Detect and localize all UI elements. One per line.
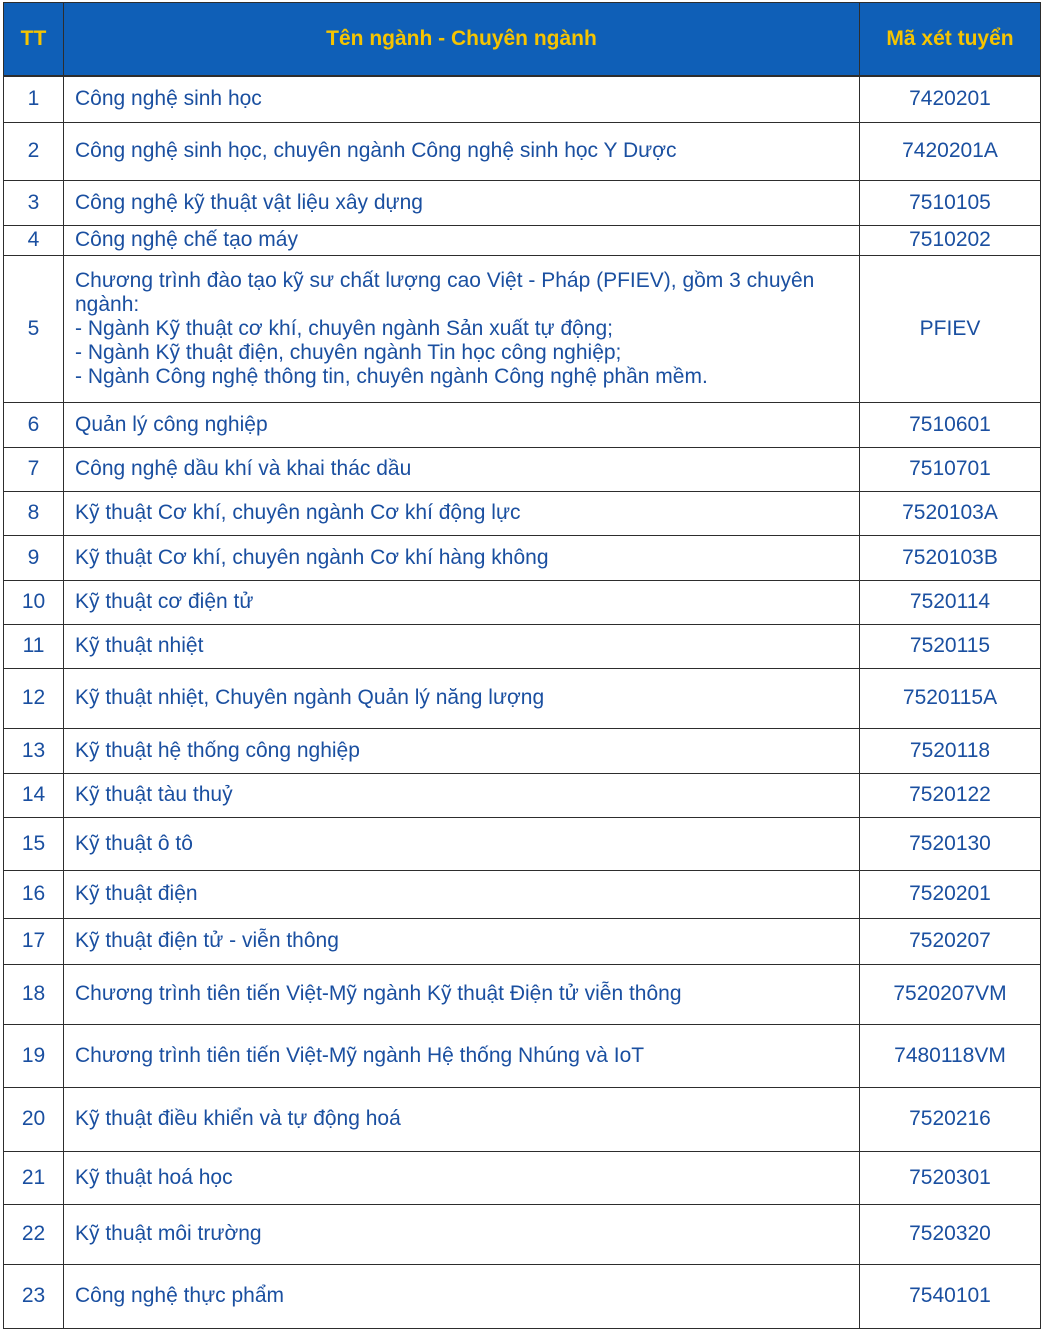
table-row <box>4 1024 1041 1087</box>
table-row <box>4 817 1041 870</box>
row-name: Kỹ thuật điện <box>64 870 860 918</box>
row-code: 7520103B <box>860 535 1041 580</box>
row-code: 7520207VM <box>860 964 1041 1024</box>
row-name: Công nghệ chế tạo máy <box>64 225 860 255</box>
row-name: Công nghệ dầu khí và khai thác dầu <box>64 447 860 491</box>
row-number: 3 <box>4 180 64 225</box>
row-name: Kỹ thuật nhiệt <box>64 624 860 668</box>
row-name: Kỹ thuật hệ thống công nghiệp <box>64 728 860 773</box>
table-header-row <box>4 3 1041 77</box>
row-number: 22 <box>4 1204 64 1264</box>
row-code: 7510105 <box>860 180 1041 225</box>
table-row <box>4 918 1041 964</box>
row-code: PFIEV <box>860 255 1041 402</box>
row-code: 7520103A <box>860 491 1041 535</box>
admission-table <box>3 2 1041 1329</box>
row-number: 13 <box>4 728 64 773</box>
table-row <box>4 1204 1041 1264</box>
row-name: Kỹ thuật nhiệt, Chuyên ngành Quản lý năng lượng <box>64 668 860 728</box>
row-number: 23 <box>4 1264 64 1328</box>
row-name: Kỹ thuật Cơ khí, chuyên ngành Cơ khí động lực <box>64 491 860 535</box>
row-code: 7520115A <box>860 668 1041 728</box>
row-code: 7420201A <box>860 122 1041 180</box>
table-row <box>4 122 1041 180</box>
row-code: 7520122 <box>860 773 1041 817</box>
row-name: Chương trình tiên tiến Việt-Mỹ ngành Hệ thống Nhúng và IoT <box>64 1024 860 1087</box>
row-number: 8 <box>4 491 64 535</box>
row-name-line: - Ngành Kỹ thuật điện, chuyên ngành Tin học công nghiệp; <box>75 340 622 364</box>
table-row <box>4 964 1041 1024</box>
header-code: Mã xét tuyển <box>860 3 1041 77</box>
row-number: 20 <box>4 1087 64 1151</box>
table-row <box>4 1151 1041 1204</box>
table-row <box>4 624 1041 668</box>
row-number: 1 <box>4 76 64 122</box>
row-code: 7520301 <box>860 1151 1041 1204</box>
row-number: 11 <box>4 624 64 668</box>
row-name: Công nghệ kỹ thuật vật liệu xây dựng <box>64 180 860 225</box>
row-name: Kỹ thuật hoá học <box>64 1151 860 1204</box>
row-name-line: - Ngành Kỹ thuật cơ khí, chuyên ngành Sản xuất tự động; <box>75 316 614 340</box>
row-number: 4 <box>4 225 64 255</box>
row-number: 19 <box>4 1024 64 1087</box>
row-name <box>64 255 860 402</box>
row-code: 7510701 <box>860 447 1041 491</box>
row-name-line: - Ngành Công nghệ thông tin, chuyên ngành Công nghệ phần mềm. <box>75 364 708 388</box>
row-name: Kỹ thuật tàu thuỷ <box>64 773 860 817</box>
table-row <box>4 225 1041 255</box>
table-row <box>4 255 1041 402</box>
row-number: 9 <box>4 535 64 580</box>
row-number: 17 <box>4 918 64 964</box>
row-name: Công nghệ sinh học, chuyên ngành Công nghệ sinh học Y Dược <box>64 122 860 180</box>
row-number: 16 <box>4 870 64 918</box>
table-row <box>4 402 1041 447</box>
header-name: Tên ngành - Chuyên ngành <box>64 3 860 77</box>
row-code: 7520320 <box>860 1204 1041 1264</box>
table-row <box>4 447 1041 491</box>
row-number: 14 <box>4 773 64 817</box>
row-code: 7520201 <box>860 870 1041 918</box>
row-name: Chương trình tiên tiến Việt-Mỹ ngành Kỹ thuật Điện tử viễn thông <box>64 964 860 1024</box>
row-code: 7510202 <box>860 225 1041 255</box>
row-code: 7520130 <box>860 817 1041 870</box>
row-name: Kỹ thuật điều khiển và tự động hoá <box>64 1087 860 1151</box>
row-name: Công nghệ sinh học <box>64 76 860 122</box>
row-name-line: ngành: <box>75 292 140 316</box>
row-number: 21 <box>4 1151 64 1204</box>
table-row <box>4 180 1041 225</box>
row-code: 7420201 <box>860 76 1041 122</box>
row-number: 18 <box>4 964 64 1024</box>
table-row <box>4 580 1041 624</box>
row-number: 12 <box>4 668 64 728</box>
table-row <box>4 773 1041 817</box>
row-number: 6 <box>4 402 64 447</box>
row-name: Kỹ thuật ô tô <box>64 817 860 870</box>
row-name: Kỹ thuật môi trường <box>64 1204 860 1264</box>
row-code: 7510601 <box>860 402 1041 447</box>
row-name: Kỹ thuật cơ điện tử <box>64 580 860 624</box>
row-name: Kỹ thuật điện tử - viễn thông <box>64 918 860 964</box>
row-code: 7520207 <box>860 918 1041 964</box>
row-number: 2 <box>4 122 64 180</box>
table-row <box>4 728 1041 773</box>
row-code: 7520216 <box>860 1087 1041 1151</box>
row-name-line: Chương trình đào tạo kỹ sư chất lượng cao Việt - Pháp (PFIEV), gồm 3 chuyên <box>75 268 815 292</box>
row-number: 7 <box>4 447 64 491</box>
row-code: 7540101 <box>860 1264 1041 1328</box>
row-number: 15 <box>4 817 64 870</box>
table-row <box>4 491 1041 535</box>
header-tt: TT <box>4 3 64 77</box>
table-row <box>4 76 1041 122</box>
table-row <box>4 668 1041 728</box>
table-row <box>4 1087 1041 1151</box>
table-row <box>4 1264 1041 1328</box>
row-code: 7520118 <box>860 728 1041 773</box>
table-row <box>4 535 1041 580</box>
row-number: 10 <box>4 580 64 624</box>
table-row <box>4 870 1041 918</box>
row-code: 7520114 <box>860 580 1041 624</box>
row-code: 7480118VM <box>860 1024 1041 1087</box>
row-name: Công nghệ thực phẩm <box>64 1264 860 1328</box>
row-name: Kỹ thuật Cơ khí, chuyên ngành Cơ khí hàng không <box>64 535 860 580</box>
row-code: 7520115 <box>860 624 1041 668</box>
row-number: 5 <box>4 255 64 402</box>
row-name: Quản lý công nghiệp <box>64 402 860 447</box>
